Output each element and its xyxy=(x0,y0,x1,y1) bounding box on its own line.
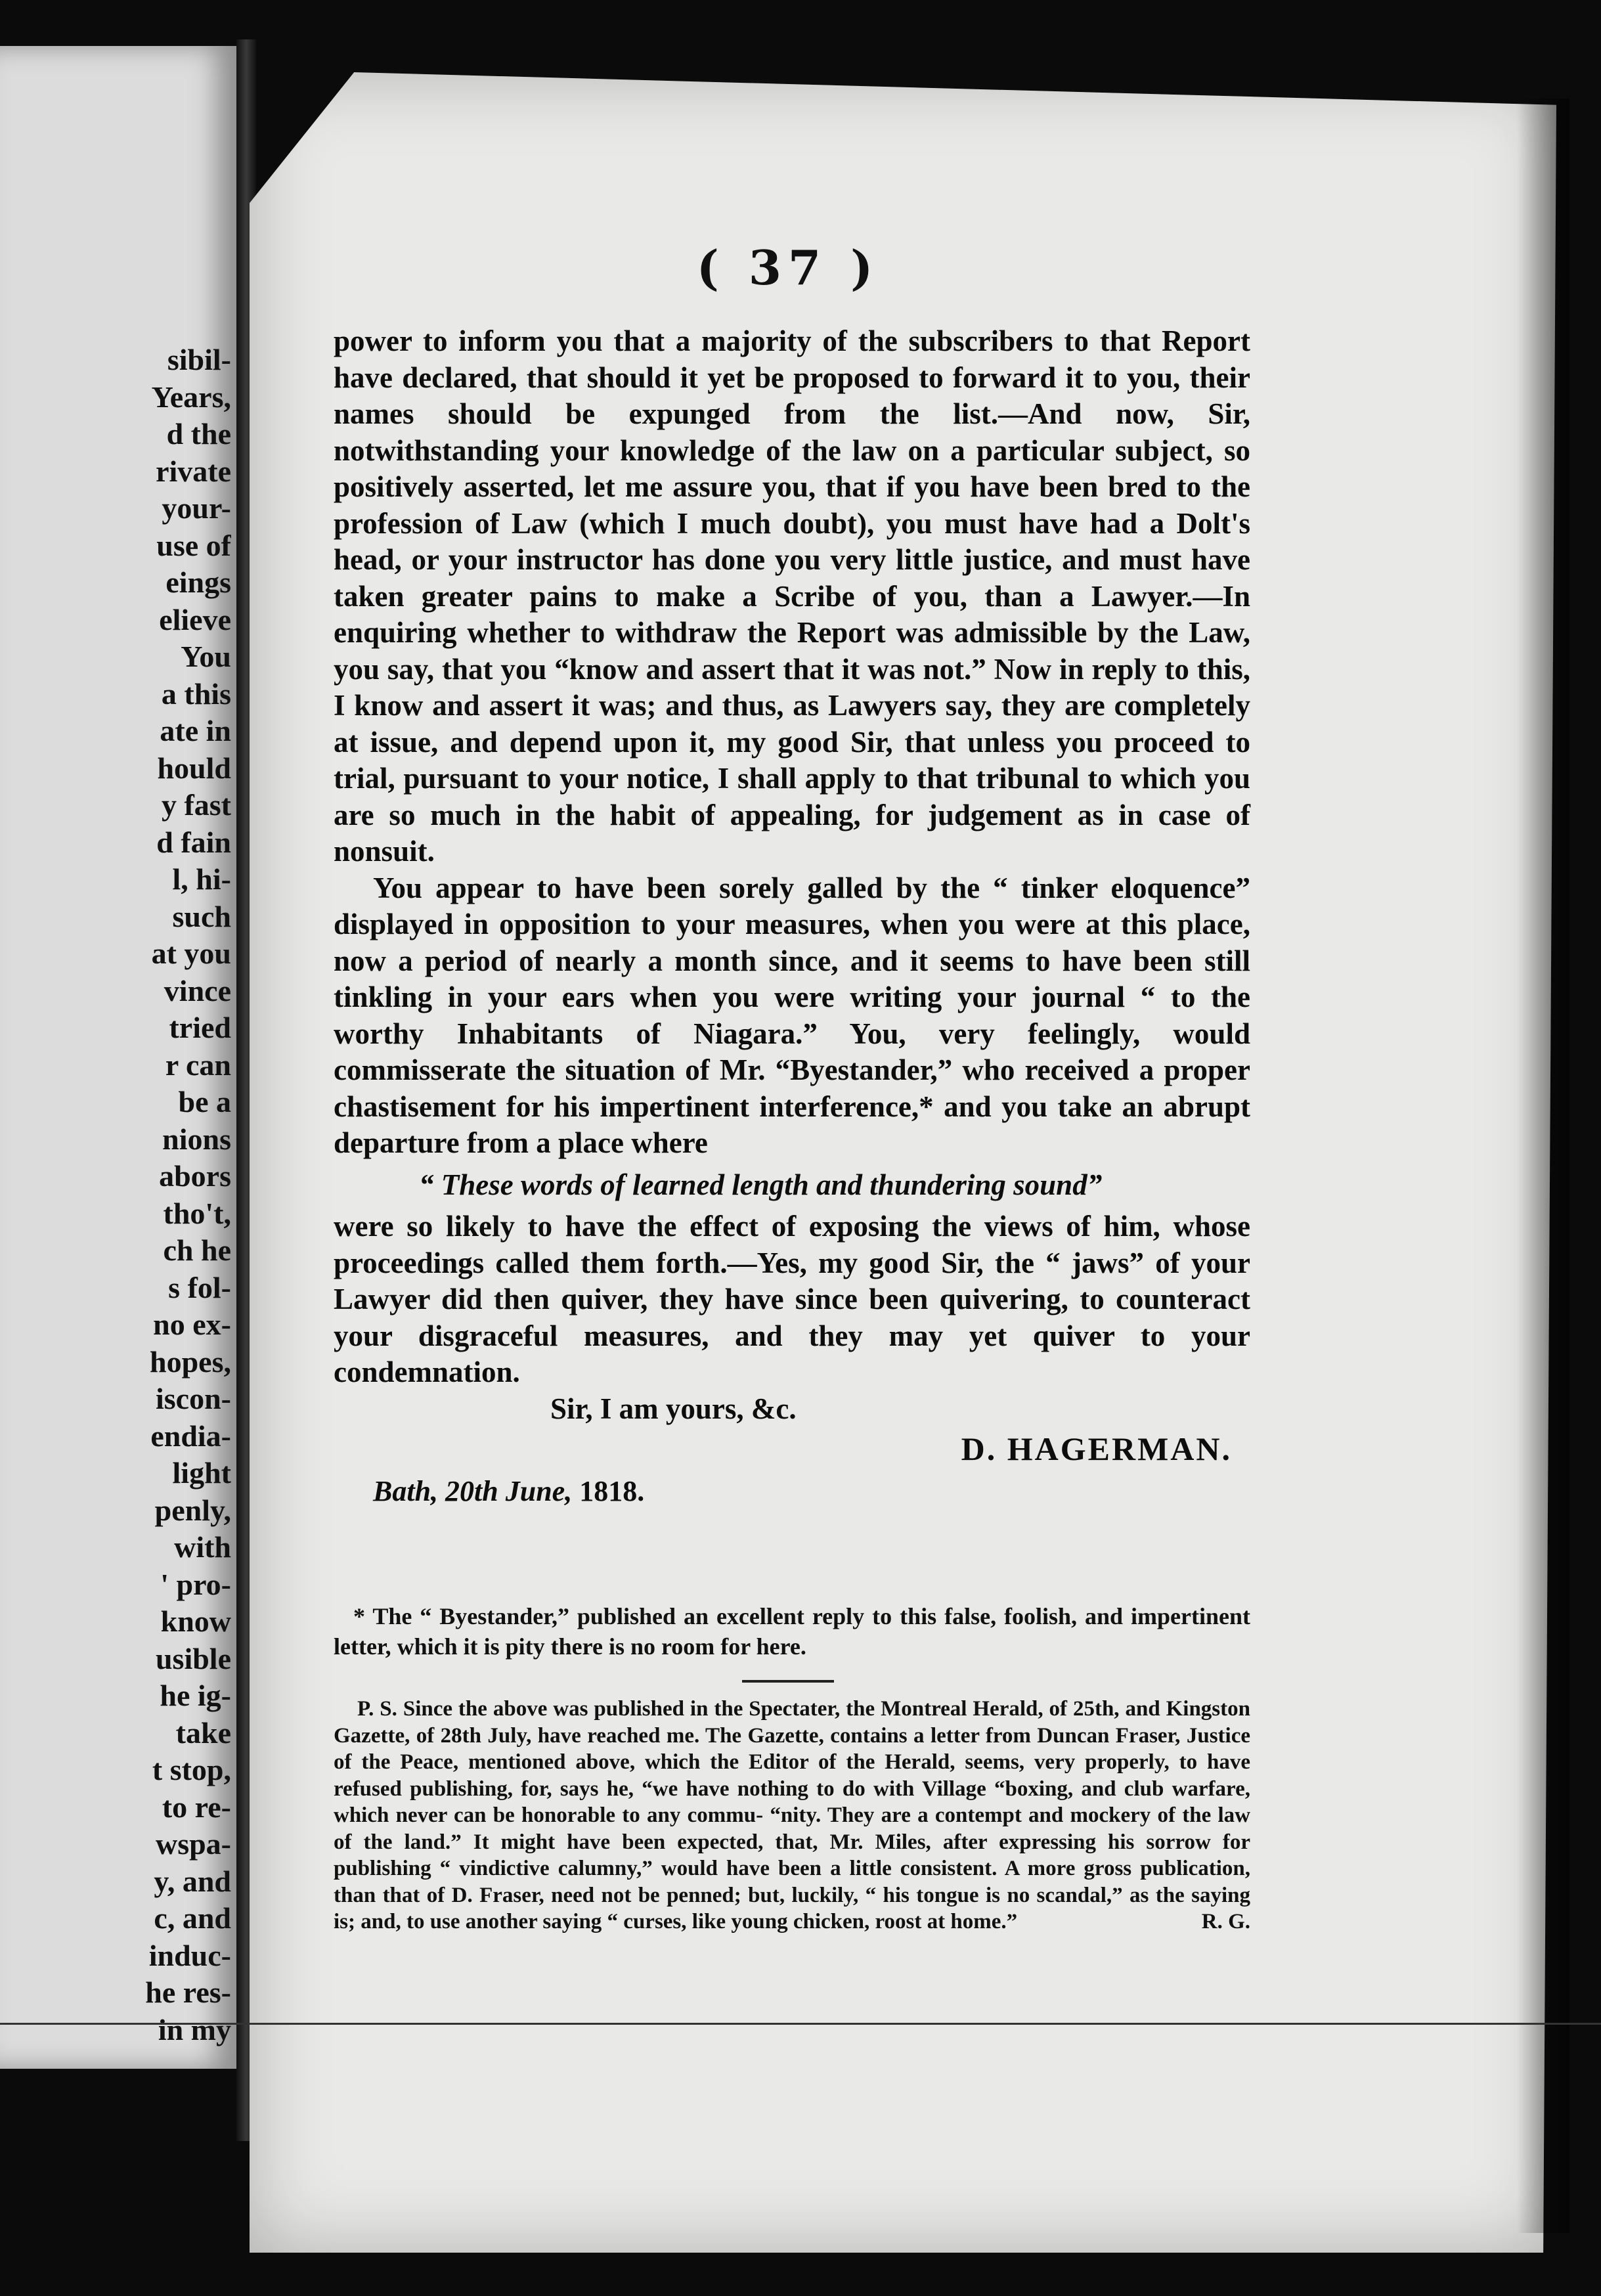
paragraph: You appear to have been sorely galled by the “ tinker eloquence” displayed in opposition to your measures, when you were at this place, now a period of nearly a month since, and it seems to have been still tinkling in your ears when you were writing your journal “ to the worthy Inhabitants of Niagara.” You, very feelingly, would commisserate the situation of Mr. “Byestander,” who received a proper chastisement for his impertinent interference,* and you take an abrupt departure from a place where xyxy=(334,871,1250,1159)
facing-page-line: know xyxy=(160,1604,231,1638)
facing-page-line: be a xyxy=(178,1085,231,1118)
facing-page-line: use of xyxy=(156,528,231,562)
postscript-text: P. S. Since the above was published in the Spectater, the Montreal Herald, of 25th, and Kingston Gazette, of 28th July, have reached me. The Gazette, contains a letter from Duncan Fraser, Justice of the Peace, mentioned above, which the Editor of the Herald, seems, very properly, to have refused publishing, for, says he, “we have nothing to do with Village “boxing, and club warfare, which never can be honorable to any commu- “nity. They are a contempt and mockery of the law of the land.” It might have been expected, that, Mr. Miles, after expressing his sorrow for publishing “ vindictive calumny,” would have been a little consistent. A more gross publication, than that of D. Fraser, need not be penned; but, luckily, “ his tongue is no scandal,” as the saying is; and, to use another saying “ curses, like young chicken, roost at home.” xyxy=(334,1697,1250,1933)
footnote-text: * The “ Byestander,” published an excellent reply to this false, foolish, and impertinent letter, which it is pity there is no room for here. xyxy=(334,1603,1250,1660)
facing-page-line: vince xyxy=(164,973,231,1007)
facing-page-line: penly, xyxy=(154,1493,231,1527)
facing-page-line: in my xyxy=(158,2012,231,2046)
dateline xyxy=(334,1473,1250,1510)
footnote xyxy=(334,1601,1250,1662)
facing-page-line: a this xyxy=(161,676,231,711)
scan-line xyxy=(0,2023,1601,2025)
facing-page-line: s fol- xyxy=(168,1270,231,1304)
facing-page-line: to re- xyxy=(162,1790,231,1824)
facing-page-line: d the xyxy=(166,417,231,451)
facing-page-line: c, and xyxy=(154,1901,231,1935)
facing-page-line: light xyxy=(172,1456,231,1490)
date-place: Bath, 20th June, xyxy=(373,1474,573,1507)
facing-page-line: You xyxy=(181,640,231,673)
facing-page-line: iscon- xyxy=(156,1382,231,1415)
signature: D. HAGERMAN. xyxy=(961,1430,1232,1467)
facing-page-line: at you xyxy=(151,937,231,970)
facing-page-line: t stop, xyxy=(152,1753,231,1786)
facing-page-line: your- xyxy=(162,491,231,525)
separator-rule xyxy=(742,1680,834,1683)
page-number: ( 37 ) xyxy=(696,240,880,296)
facing-page-line: with xyxy=(174,1530,231,1564)
facing-page-line: take xyxy=(175,1715,231,1750)
closing-salutation: Sir, I am yours, &c. xyxy=(550,1392,797,1425)
letter-body xyxy=(334,323,1250,1509)
facing-page-line: induc- xyxy=(148,1938,231,1972)
paragraph: were so likely to have the effect of exposing the views of him, whose proceedings called them forth.—Yes, my good Sir, the “ jaws” of your Lawyer did then quiver, they have since been quivering, to counteract your disgraceful measures, and they may yet quiver to your condemnation. xyxy=(334,1210,1250,1388)
facing-page-line: hopes, xyxy=(150,1344,231,1379)
facing-page-line: elieve xyxy=(159,602,231,636)
facing-page-line: endia- xyxy=(150,1419,231,1453)
postscript-initials: R. G. xyxy=(1201,1910,1250,1933)
facing-page-line: tried xyxy=(169,1011,231,1044)
facing-page-line: y, and xyxy=(154,1864,231,1898)
facing-page-line: tho't, xyxy=(163,1196,231,1230)
facing-page-line: Years, xyxy=(151,380,231,414)
facing-page-line: eings xyxy=(165,565,231,599)
facing-page-line: ate in xyxy=(160,714,231,747)
facing-page-line: he res- xyxy=(145,1976,231,2009)
facing-page-line: ch he xyxy=(163,1233,231,1267)
facing-page-text xyxy=(0,342,231,2048)
facing-page-line: usible xyxy=(155,1641,231,1675)
quotation: “ These words of learned length and thundering sound” xyxy=(419,1168,1103,1201)
facing-page-line: rivate xyxy=(156,454,231,488)
date-year: 1818. xyxy=(579,1474,645,1507)
facing-page xyxy=(0,46,239,2069)
facing-page-line: wspa- xyxy=(155,1827,231,1861)
facing-page-line: sibil- xyxy=(167,343,231,376)
facing-page-line: he ig- xyxy=(160,1679,231,1712)
facing-page-line: d fain xyxy=(156,825,231,859)
facing-page-line: hould xyxy=(157,751,231,785)
facing-page-line: l, hi- xyxy=(172,862,231,896)
facing-page-line: abors xyxy=(159,1159,231,1193)
facing-page-line: no ex- xyxy=(153,1308,231,1341)
postscript xyxy=(334,1696,1250,1935)
facing-page-line: r can xyxy=(165,1048,231,1082)
facing-page-line: y fast xyxy=(161,788,231,822)
facing-page-line: ' pro- xyxy=(160,1567,231,1601)
facing-page-line: such xyxy=(172,899,231,933)
paragraph: power to inform you that a majority of the subscribers to that Report have declared, that should it yet be proposed to forward it to you, their names should be expunged from the list.—And now, Sir, notwithstanding your knowledge of the law on a particular subject, so positively asserted, let me assure you, that if you have been bred to the profession of Law (which I much doubt), you must have had a Dolt's head, or your instructor has done you very little justice, and must have taken greater pains to make a Scribe of you, than a Lawyer.—In enquiring whether to withdraw the Report was admissible by the Law, you say, that you “know and assert that it was not.” Now in reply to this, I know and assert it was; and thus, as Lawyers say, they are completely at issue, and depend upon it, my good Sir, that unless you proceed to trial, pursuant to your notice, I shall apply to that tribunal to which you are so much in the habit of appealing, for judgement as in case of nonsuit. xyxy=(334,324,1250,868)
facing-page-line: nions xyxy=(162,1122,231,1156)
page-edge-shadow xyxy=(1517,99,1569,2233)
